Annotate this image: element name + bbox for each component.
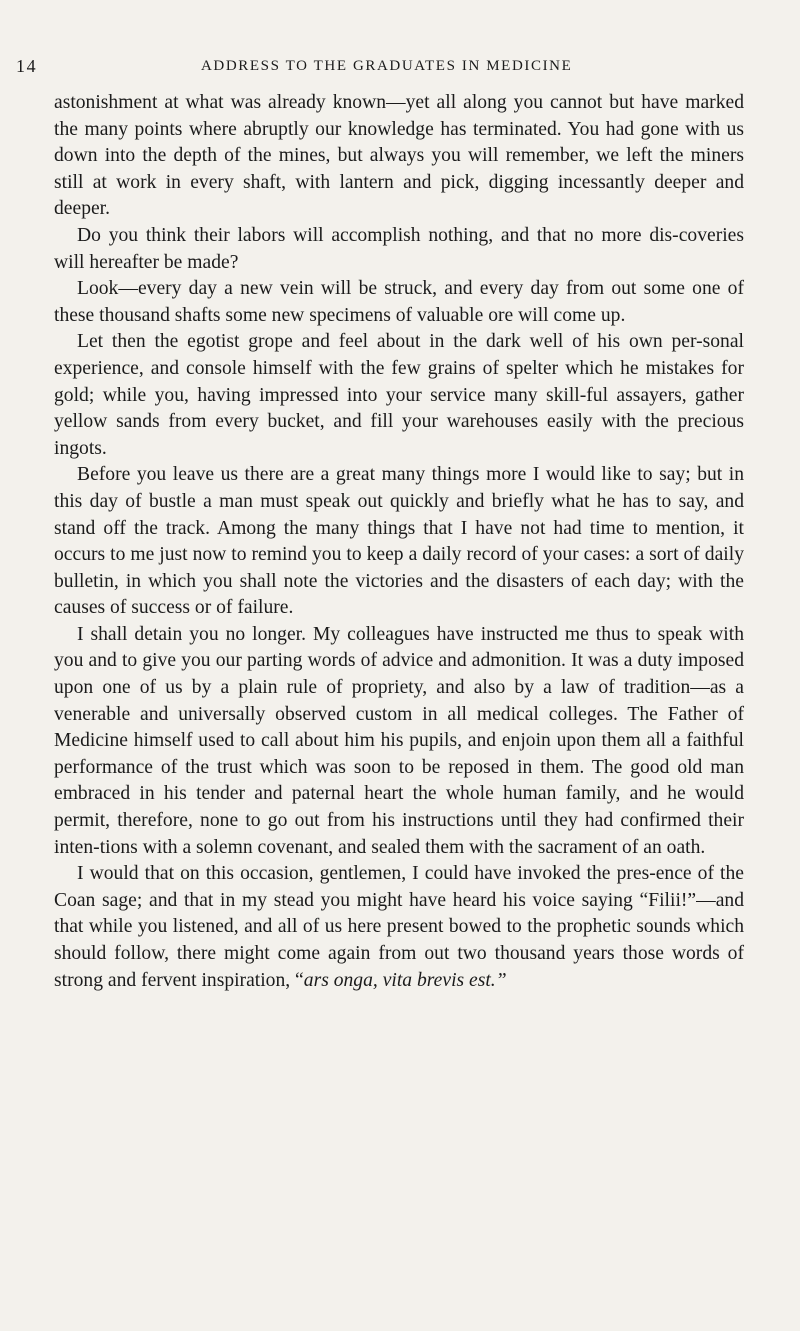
paragraph-1: astonishment at what was already known—yet all along you cannot but have marked the many points where abruptly our knowledge has terminated. You had gone with us down into the depth of the mines, but always you will remember, we left the miners still at work in every shaft, with lantern and pick, digging incessantly deeper and deeper. xyxy=(54,92,744,220)
running-title: ADDRESS TO THE GRADUATES IN MEDICINE xyxy=(201,58,573,74)
paragraph-4: Let then the egotist grope and feel about in the dark well of his own per-sonal experience, and console himself with the few grains of spelter which he mistakes for gold; while you, having impressed into your service many skill-ful assayers, gather yellow sands from every bucket, and fill your warehouses easily with the precious ingots. xyxy=(54,331,744,459)
paragraph-6: I shall detain you no longer. My colleagues have instructed me thus to speak with you and to give you our parting words of advice and admonition. It was a duty imposed upon one of us by a plain rule of propriety, and also by a law of tradition—as a venerable and universally observed custom in all medical colleges. The Father of Medicine himself used to call about him his pupils, and enjoin upon them all a faithful performance of the trust which was soon to be reposed in them. The good old man embraced in his tender and paternal heart the whole human family, and he would permit, therefore, none to go out from his instructions until they had confirmed their inten-tions with a solemn covenant, and sealed them with the sacrament of an oath. xyxy=(54,623,744,858)
paragraph-5: Before you leave us there are a great many things more I would like to say; but in this day of bustle a man must speak out quickly and briefly what he has to say, and stand off the track. Among the many things that I have not had time to mention, it occurs to me just now to remind you to keep a daily record of your cases: a sort of daily bulletin, in which you shall note the victories and the disasters of each day; with the causes of success or of failure. xyxy=(54,464,744,619)
body-text xyxy=(54,90,744,994)
page-number: 14 xyxy=(16,56,38,76)
latin-quotation: ars onga, vita brevis est.” xyxy=(303,969,507,991)
paragraph-7 xyxy=(54,861,744,994)
paragraph-7-text: I would that on this occasion, gentlemen, I could have invoked the pres-ence of the Coan sage; and that in my stead you might have heard his voice saying “Filii!”—and that while you listened, and all of us here present bowed to the prophetic sounds which should follow, there might come again from out two thousand years those words of strong and fervent inspiration, “ xyxy=(54,863,744,991)
running-head xyxy=(16,56,740,78)
paragraph-3: Look—every day a new vein will be struck, and every day from out some one of these thousand shafts some new specimens of valuable ore will come up. xyxy=(54,278,744,326)
paragraph-2: Do you think their labors will accomplish nothing, and that no more dis-coveries will hereafter be made? xyxy=(54,224,744,273)
